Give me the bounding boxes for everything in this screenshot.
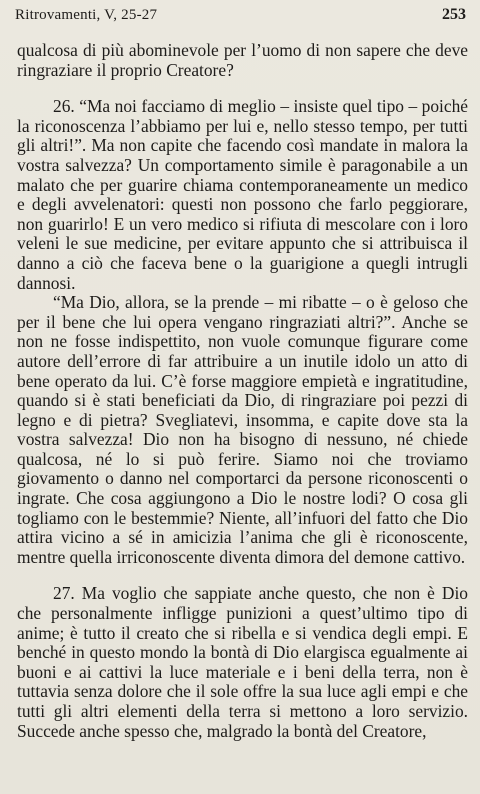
page-number: 253 xyxy=(442,6,466,23)
running-title: Ritrovamenti, V, 25-27 xyxy=(15,6,158,23)
body-text xyxy=(17,41,468,741)
paragraph-section-27: 27. Ma voglio che sappiate anche questo, che non è Dio che personalmente infligge punizioni a quest’ultimo tipo di anime; è tutto il creato che si ribella e si vendica degli empi. E benché in questo mondo la bontà di Dio elargisca egualmente ai buoni e ai cattivi la luce materiale e i beni della terra, non è tuttavia senza dolore che il sole offre la sua luce agli empi e che tutti gli altri elementi della terra si mettono a loro servizio. Succede anche spesso che, malgrado la bontà del Creatore, xyxy=(17,583,468,741)
paragraph-section-26-cont: “Ma Dio, allora, se la prende – mi ribatte – o è geloso che per il bene che lui opera vengano ringraziati altri?”. Anche se non ne fosse indispettito, non vuole comunque figurare come autore dell’errore di far attribuire a un inutile idolo un atto di bene operato da lui. C’è forse maggiore empietà e ingratitudine, quando si è stati beneficiati da Dio, di ringraziare poi pezzi di legno e di pietra? Svegliatevi, insomma, e capite dove sta la vostra salvezza! Dio non ha bisogno di nessuno, né chiede qualcosa, né lo si può ferire. Siamo noi che troviamo giovamento o danno nel comportarci da persone riconoscenti o ingrate. Che cosa aggiungono a Dio le nostre lodi? O cosa gli togliamo con le bestemmie? Niente, all’infuori del fatto che Dio attira vicino a sé in amicizia l’anima che gli è riconoscente, mentre quella irriconoscente diventa dimora del demone cattivo. xyxy=(17,292,468,567)
running-head xyxy=(15,2,466,28)
paragraph-continuation: qualcosa di più abominevole per l’uomo di non sapere che deve ringraziare il proprio Creatore? xyxy=(17,40,468,80)
paragraph-section-26: 26. “Ma noi facciamo di meglio – insiste quel tipo – poiché la riconoscenza l’abbiamo per lui e, nello stesso tempo, per tutti gli altri!”. Ma non capite che facendo così mandate in malora la vostra salvezza? Un comportamento simile è paragonabile a un malato che per guarire chiama contemporaneamente un medico e degli avvelenatori: questi non possono che farlo peggiorare, non guarirlo! E un vero medico si rifiuta di mescolare con i loro veleni le sue medicine, per evitare appunto che si attribuisca il danno a ciò che faceva bene o la guarigione a quegli intrugli dannosi. xyxy=(17,96,468,293)
